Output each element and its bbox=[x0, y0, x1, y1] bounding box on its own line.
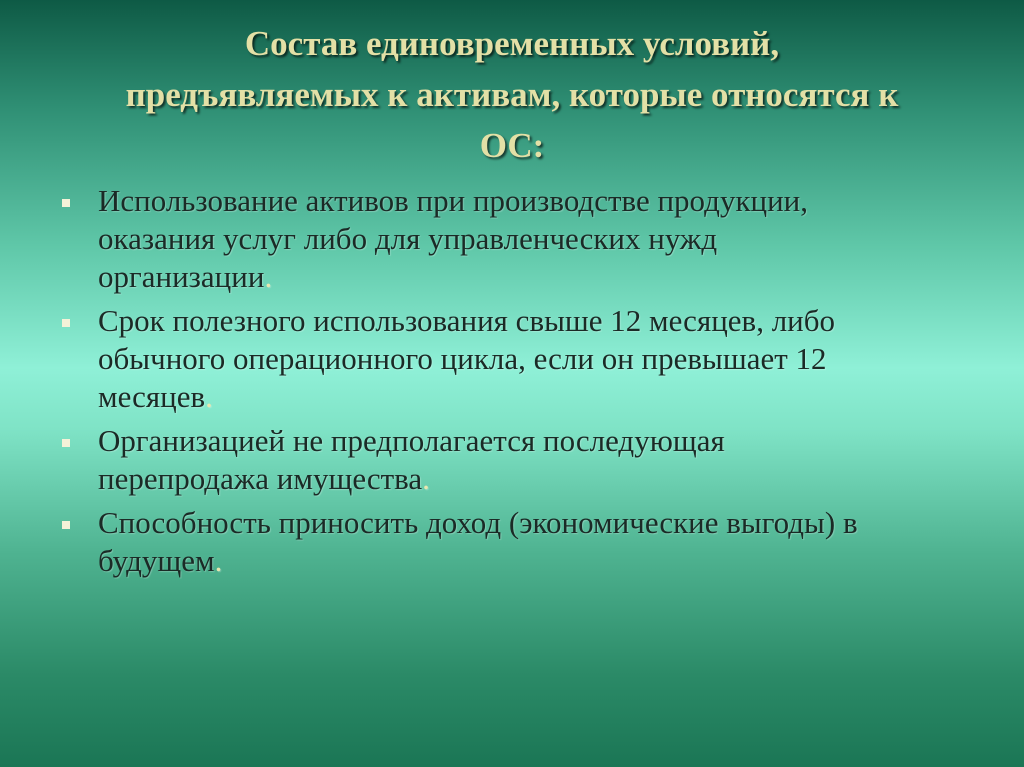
title-line-2: предъявляемых к активам, которые относятся к bbox=[125, 75, 899, 114]
square-bullet-icon bbox=[62, 199, 70, 207]
bullet-item bbox=[60, 422, 960, 498]
bullet-line-last bbox=[98, 378, 960, 416]
bullet-item bbox=[60, 182, 960, 296]
bullet-item bbox=[60, 302, 960, 416]
bullet-period: . bbox=[264, 259, 273, 294]
bullet-line: Использование активов при производстве продукции, bbox=[98, 183, 809, 218]
square-bullet-icon bbox=[62, 521, 70, 529]
bullet-line: оказания услуг либо для управленческих нужд bbox=[98, 221, 718, 256]
bullet-text: перепродажа имущества bbox=[98, 461, 423, 496]
slide-title bbox=[40, 18, 984, 171]
bullet-line-last bbox=[98, 258, 960, 296]
bullet-line: Срок полезного использования свыше 12 месяцев, либо bbox=[98, 303, 836, 338]
bullet-line: Способность приносить доход (экономические выгоды) в bbox=[98, 505, 858, 540]
bullet-list bbox=[60, 182, 960, 586]
square-bullet-icon bbox=[62, 439, 70, 447]
bullet-period: . bbox=[214, 543, 223, 578]
bullet-line: обычного операционного цикла, если он превышает 12 bbox=[98, 341, 827, 376]
bullet-period: . bbox=[422, 461, 430, 496]
square-bullet-icon bbox=[62, 319, 70, 327]
bullet-text: будущем bbox=[98, 543, 215, 578]
bullet-text: месяцев bbox=[98, 379, 206, 414]
bullet-line: Организацией не предполагается последующая bbox=[98, 423, 725, 458]
title-line-1: Состав единовременных условий, bbox=[244, 24, 780, 63]
bullet-item bbox=[60, 504, 960, 580]
bullet-line-last bbox=[98, 460, 960, 498]
bullet-period: . bbox=[205, 379, 213, 414]
bullet-text: организации bbox=[98, 259, 265, 294]
bullet-line-last bbox=[98, 542, 960, 580]
title-line-3: ОС: bbox=[479, 126, 545, 165]
